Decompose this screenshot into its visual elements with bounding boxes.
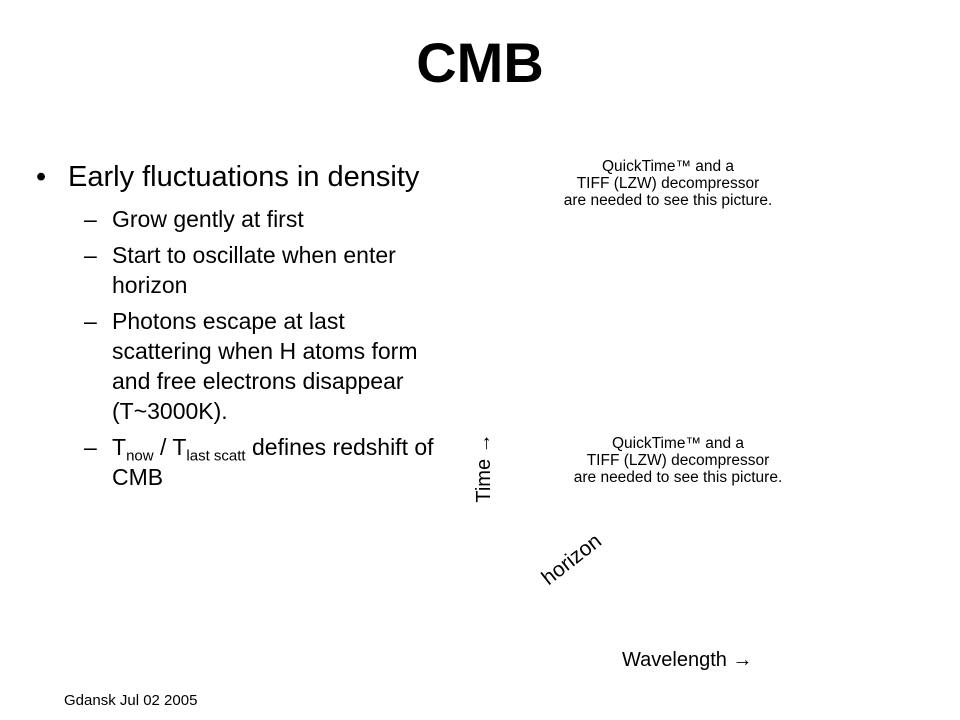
- now-subscript: now: [126, 447, 154, 465]
- placeholder-line: are needed to see this picture.: [573, 469, 783, 486]
- dash-icon: –: [84, 434, 97, 460]
- placeholder-line: QuickTime™ and a: [611, 435, 745, 452]
- placeholder-line: QuickTime™ and a: [601, 158, 735, 175]
- sub-bullet-text: Grow gently at first: [112, 206, 304, 232]
- dash-icon: –: [84, 308, 97, 334]
- bullet-icon: •: [36, 161, 47, 193]
- t-now-symbol: T: [112, 434, 127, 460]
- dash-icon: –: [84, 242, 97, 268]
- bullet-content: [36, 160, 436, 498]
- time-axis-label: Time →: [473, 433, 495, 503]
- sub-bullet-list: [36, 204, 436, 492]
- sub-bullet-item: [36, 306, 436, 426]
- placeholder-line: TIFF (LZW) decompressor: [576, 175, 760, 192]
- sub-bullet-item: [36, 240, 436, 300]
- footer-text: Gdansk Jul 02 2005: [64, 692, 198, 709]
- slide-title: CMB: [416, 31, 544, 94]
- quicktime-placeholder-top: [556, 158, 780, 209]
- main-bullet: [36, 160, 436, 194]
- placeholder-line: TIFF (LZW) decompressor: [586, 452, 770, 469]
- redshift-bullet-item: [36, 432, 436, 492]
- placeholder-line: are needed to see this picture.: [563, 192, 773, 209]
- sub-bullet-text: Start to oscillate when enter horizon: [112, 242, 396, 298]
- wavelength-axis-label: Wavelength →: [622, 649, 753, 671]
- sub-bullet-text: Photons escape at last scattering when H atoms form and free electrons disappear (T~3000K).: [112, 308, 418, 424]
- quicktime-placeholder-bottom: [566, 435, 790, 486]
- last-scatt-subscript: last scatt: [186, 447, 246, 465]
- sub-bullet-item: [36, 204, 436, 234]
- redshift-text: defines redshift of CMB: [112, 434, 434, 490]
- dash-icon: –: [84, 206, 97, 232]
- ratio-slash: / T: [153, 434, 187, 460]
- horizon-label: horizon: [537, 529, 606, 590]
- main-bullet-text: Early fluctuations in density: [68, 161, 420, 193]
